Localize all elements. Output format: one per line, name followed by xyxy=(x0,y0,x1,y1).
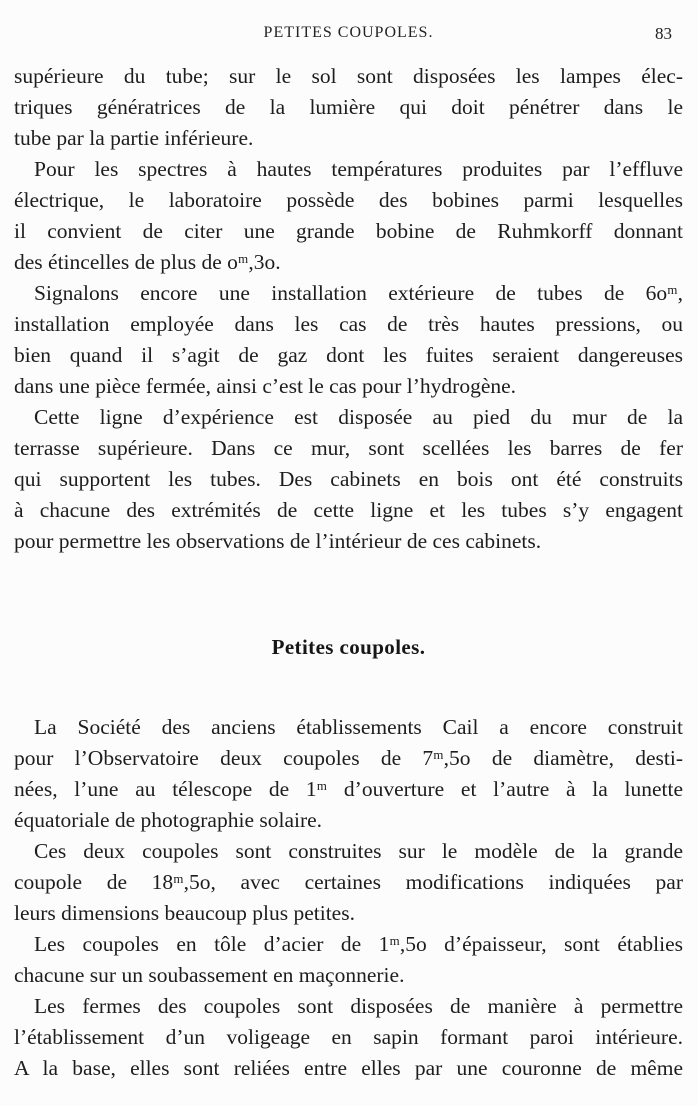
text-line: qui supportent les tubes. Des cabinets en bois ont été construits xyxy=(14,467,683,491)
running-title: PETITES COUPOLES. xyxy=(263,24,434,41)
text-line: terrasse supérieure. Dans ce mur, sont scellées les barres de fer xyxy=(14,436,683,460)
text-line: pour l’Observatoire deux coupoles de 7ᵐ,5o de diamètre, desti- xyxy=(14,746,683,770)
section-heading: Petites coupoles. xyxy=(271,635,426,659)
body-text xyxy=(14,61,683,1084)
text-line: à chacune des extrémités de cette ligne et les tubes s’y engagent xyxy=(14,498,683,522)
paragraph xyxy=(14,836,683,929)
paragraph xyxy=(14,154,683,278)
text-line: Pour les spectres à hautes températures produites par l’effluve xyxy=(34,157,683,181)
text-line: il convient de citer une grande bobine de Ruhmkorff donnant xyxy=(14,219,683,243)
text-line: Les coupoles en tôle d’acier de 1ᵐ,5o d’épaisseur, sont établies xyxy=(34,932,683,956)
text-line: équatoriale de photographie solaire. xyxy=(14,808,323,832)
text-line: La Société des anciens établissements Cail a encore construit xyxy=(34,715,683,739)
text-line: Signalons encore une installation extérieure de tubes de 6oᵐ, xyxy=(34,281,683,305)
text-line: tube par la partie inférieure. xyxy=(14,126,254,150)
paragraph xyxy=(14,712,683,836)
text-line: Cette ligne d’expérience est disposée au pied du mur de la xyxy=(34,405,683,429)
page-number: 83 xyxy=(655,24,672,43)
text-line: Les fermes des coupoles sont disposées de manière à permettre xyxy=(34,994,683,1018)
text-line: Ces deux coupoles sont construites sur le modèle de la grande xyxy=(34,839,683,863)
text-line: installation employée dans les cas de très hautes pressions, ou xyxy=(14,312,683,336)
paragraphs-before-heading xyxy=(14,61,683,557)
text-line: chacune sur un soubassement en maçonnerie. xyxy=(14,963,405,987)
paragraph xyxy=(14,402,683,557)
text-line: dans une pièce fermée, ainsi c’est le cas pour l’hydrogène. xyxy=(14,374,517,398)
text-line: triques génératrices de la lumière qui doit pénétrer dans le xyxy=(14,95,683,119)
text-line: supérieure du tube; sur le sol sont disposées les lampes élec- xyxy=(14,64,683,88)
paragraph xyxy=(14,61,683,154)
text-line: pour permettre les observations de l’intérieur de ces cabinets. xyxy=(14,529,542,553)
text-line: l’établissement d’un voligeage en sapin formant paroi intérieure. xyxy=(14,1025,683,1049)
text-line: des étincelles de plus de oᵐ,3o. xyxy=(14,250,281,274)
text-line: A la base, elles sont reliées entre elles par une couronne de même xyxy=(14,1056,683,1080)
running-header xyxy=(14,24,683,44)
paragraphs-after-heading xyxy=(14,712,683,1084)
text-line: électrique, le laboratoire possède des bobines parmi lesquelles xyxy=(14,188,683,212)
paragraph xyxy=(14,991,683,1084)
text-line: nées, l’une au télescope de 1ᵐ d’ouverture et l’autre à la lunette xyxy=(14,777,683,801)
paragraph xyxy=(14,929,683,991)
text-line: coupole de 18ᵐ,5o, avec certaines modifications indiquées par xyxy=(14,870,683,894)
text-line: leurs dimensions beaucoup plus petites. xyxy=(14,901,355,925)
text-line: bien quand il s’agit de gaz dont les fuites seraient dangereuses xyxy=(14,343,683,367)
paragraph xyxy=(14,278,683,402)
